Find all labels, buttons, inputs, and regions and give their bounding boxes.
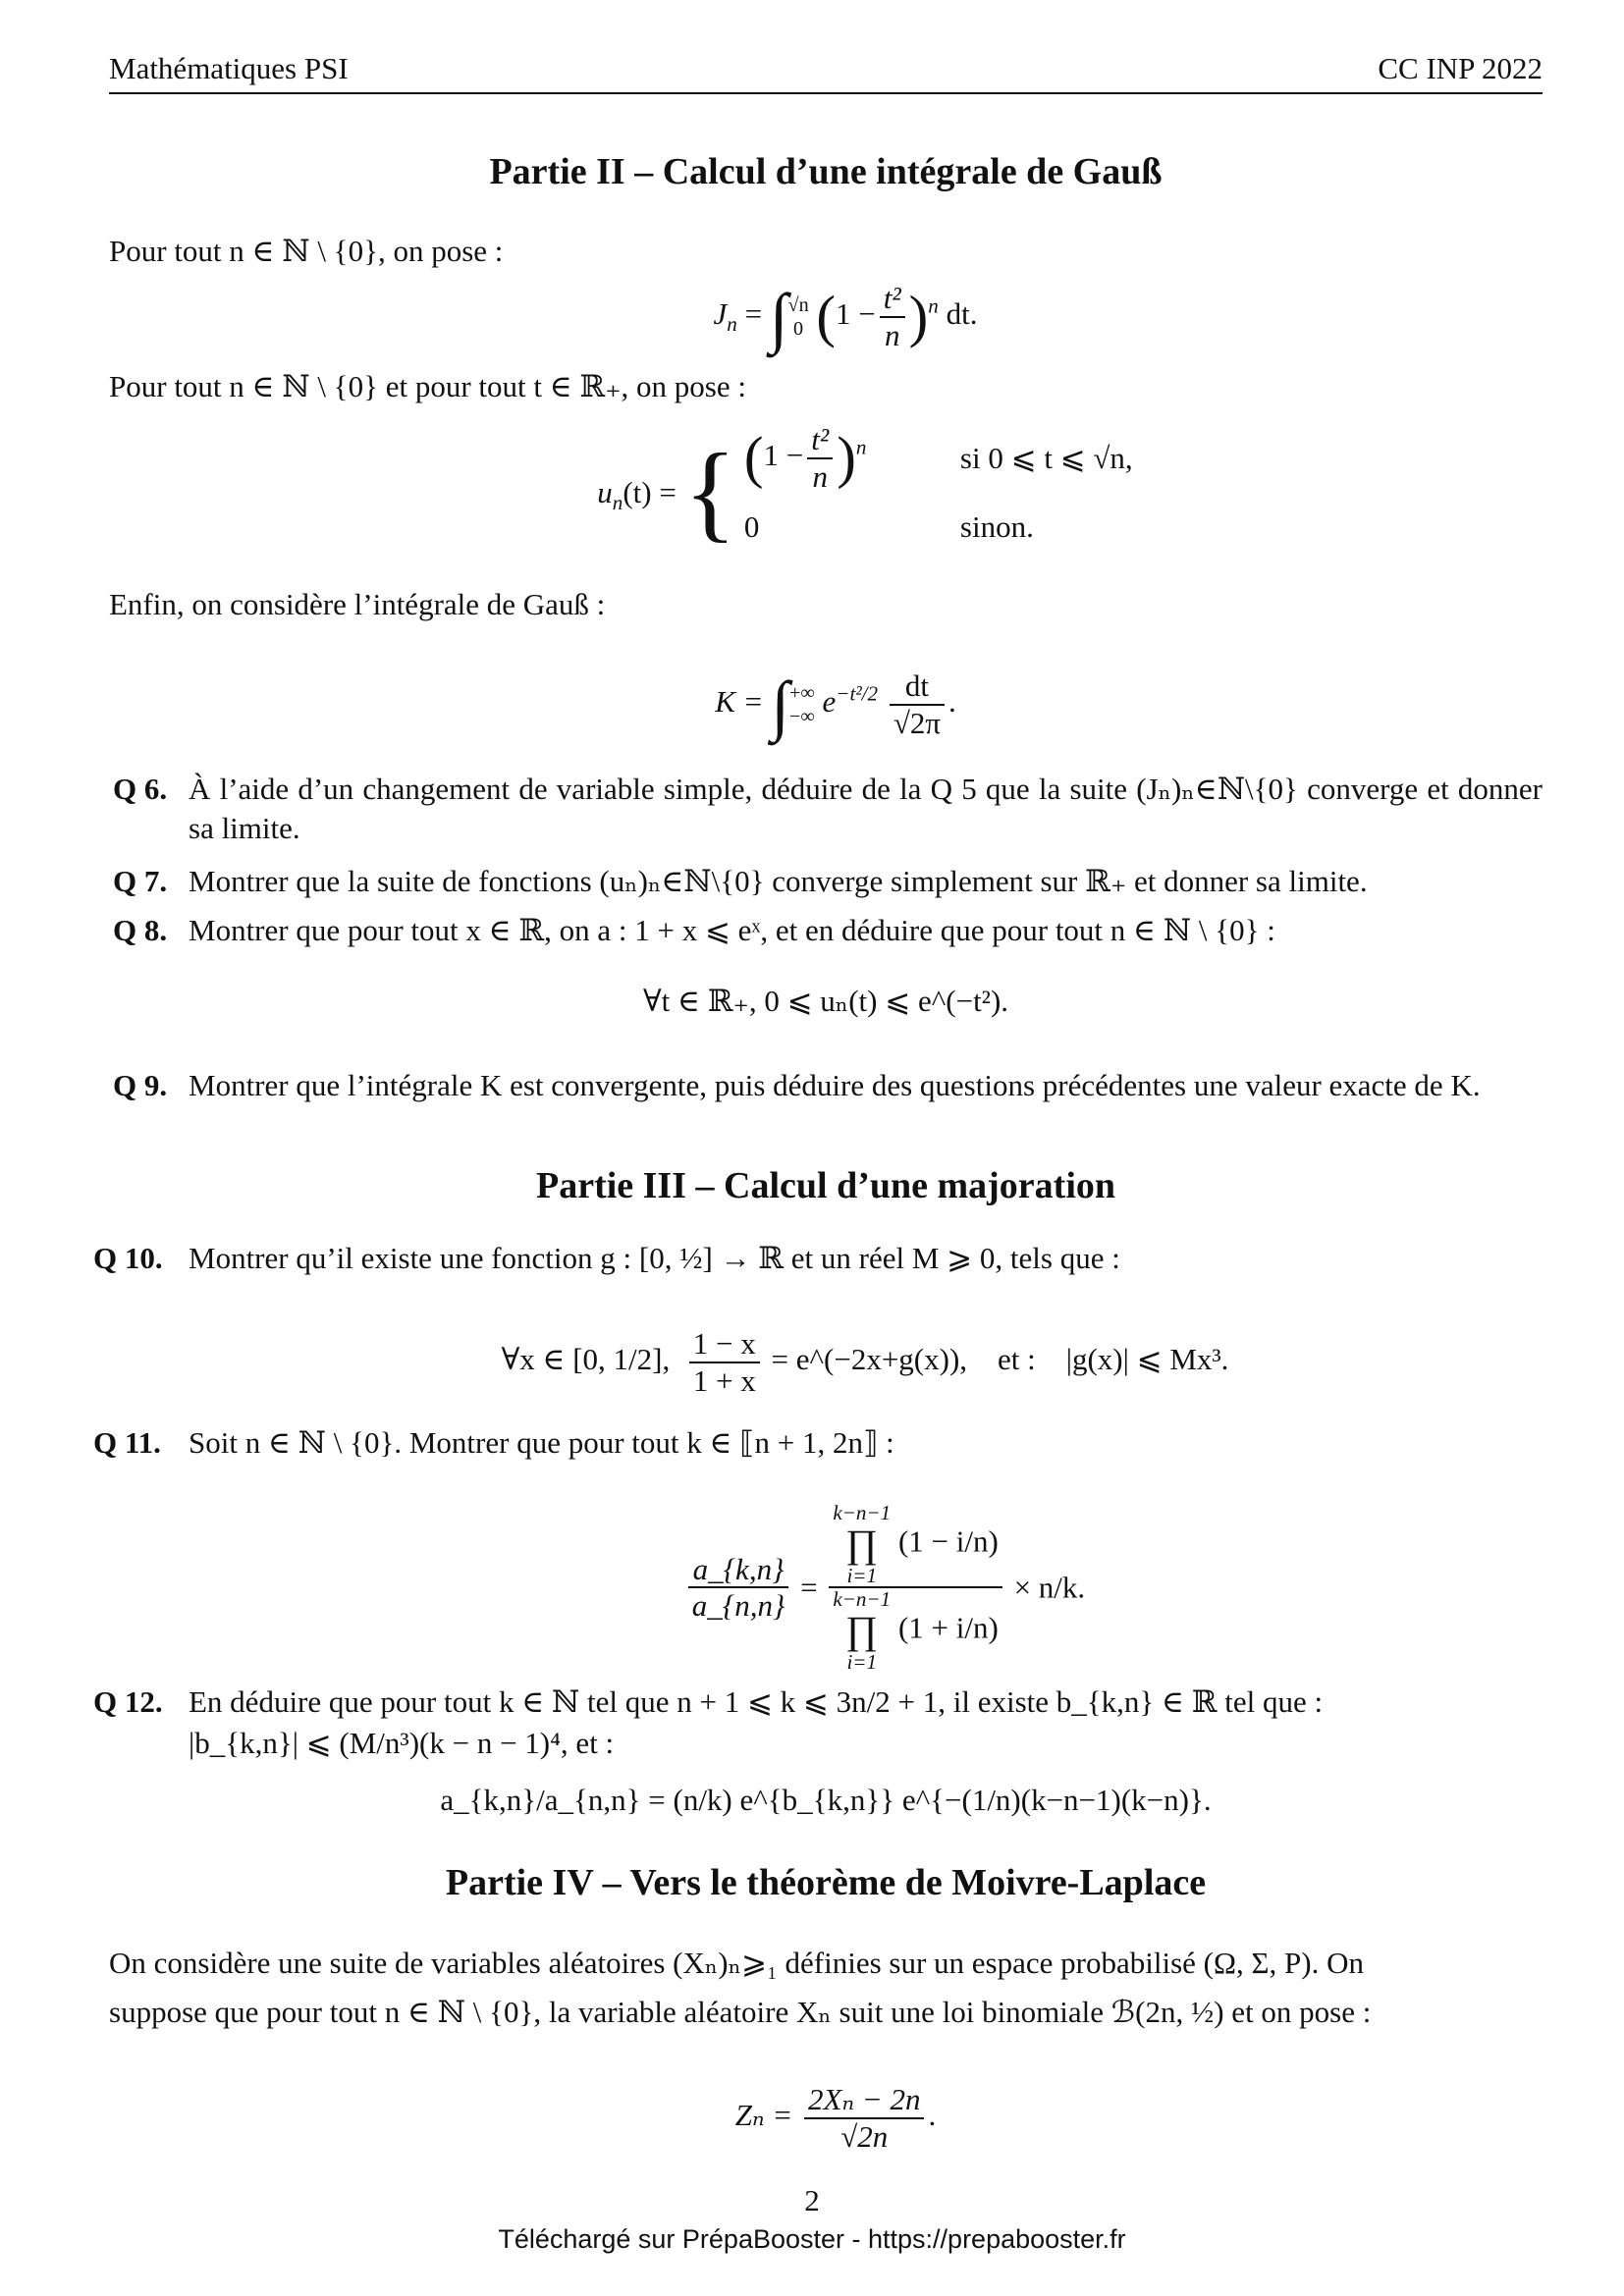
numerator: a_{k,n} xyxy=(688,1552,789,1589)
eq-term: = e^(−2x+g(x)), xyxy=(771,1342,968,1376)
left-brace: { xyxy=(683,432,737,553)
paragraph-part4-line2: suppose que pour tout n ∈ ℕ \ {0}, la variable aléatoire Xₙ suit une loi binomiale ℬ(2n, ½) et on pose : xyxy=(109,1995,1372,2029)
integral-sign: ∫ xyxy=(771,667,790,742)
header-subject: Mathématiques PSI xyxy=(109,51,349,85)
numerator: t² xyxy=(880,281,905,318)
case-row xyxy=(744,424,1133,493)
paragraph-intro-jn: Pour tout n ∈ ℕ \ {0}, on pose : xyxy=(109,234,504,268)
eq-symbol: J xyxy=(713,296,728,331)
paragraph-part4-line1: On considère une suite de variables aléatoires (Xₙ)ₙ⩾₁ définies sur un espace probabilisé (Ω, Σ, P). On xyxy=(109,1946,1364,1980)
page-number: 2 xyxy=(804,2183,820,2217)
question-text: Montrer que l’intégrale K est convergente, puis déduire des questions précédentes une valeur exacte de K. xyxy=(189,1068,1481,1102)
header-exam: CC INP 2022 xyxy=(1378,51,1543,85)
equation-q12: a_{k,n}/a_{n,n} = (n/k) e^{b_{k,n}} e^{−(1/n)(k−n−1)(k−n)}. xyxy=(440,1783,1212,1817)
eq-tail: dt. xyxy=(946,296,978,331)
eq-tail: . xyxy=(948,684,956,719)
fraction xyxy=(880,281,905,352)
equation-un xyxy=(109,424,1582,571)
eq-connector: et : xyxy=(998,1342,1036,1376)
fraction xyxy=(689,1326,760,1398)
piecewise-cases xyxy=(744,424,1133,561)
upper-limit: +∞ xyxy=(789,681,815,704)
equation-q11: $\frac{a\_\{k,n\}}{a\_\{n,n\}}$ = k−n−1 ∏ i=1 (1 − i/n) k−n−1 ∏ i=1 (1 + i/n) × n/k. xyxy=(109,1502,1601,1669)
upper-limit: √n xyxy=(787,294,809,316)
lower-limit: −∞ xyxy=(789,705,815,727)
case-value: 0 xyxy=(743,509,760,544)
case-row xyxy=(744,493,1133,561)
product-fraction xyxy=(829,1502,1002,1674)
paragraph-intro-k: Enfin, on considère l’intégrale de Gauß : xyxy=(109,587,606,621)
section-title-part2: Partie II – Calcul d’une intégrale de Gauß xyxy=(489,151,1163,192)
question-text: Soit n ∈ ℕ \ {0}. Montrer que pour tout k ∈ ⟦n + 1, 2n⟧ : xyxy=(189,1425,894,1460)
fraction xyxy=(890,668,945,740)
exponent: n xyxy=(928,294,939,318)
case-condition: si 0 ⩽ t ⩽ √n, xyxy=(959,441,1133,475)
numerator: dt xyxy=(890,668,945,706)
denominator: n xyxy=(884,317,900,352)
case-condition: sinon. xyxy=(959,509,1034,544)
question-label: Q 7. xyxy=(113,864,168,898)
fraction xyxy=(804,2082,924,2154)
integral-limits xyxy=(789,681,815,728)
question-text: Montrer que pour tout x ∈ ℝ, on a : 1 + x ⩽ eˣ, et en déduire que pour tout n ∈ ℕ \ {0} : xyxy=(189,913,1275,947)
section-title-part4: Partie IV – Vers le théorème de Moivre-Laplace xyxy=(445,1862,1207,1903)
lower-limit: 0 xyxy=(793,317,804,340)
question-text: |b_{k,n}| ⩽ (M/n³)(k − n − 1)⁴, et : xyxy=(189,1726,615,1760)
case-value: (1 − $\frac{\text{t²}}{n}$ )$^n$ xyxy=(743,422,867,494)
header-rule xyxy=(109,92,1543,94)
equation-k xyxy=(109,648,1552,756)
equation-q8: ∀t ∈ ℝ₊, 0 ⩽ uₙ(t) ⩽ e^(−t²). xyxy=(642,984,1009,1018)
numerator: 1 − x xyxy=(689,1326,760,1363)
question-text: Montrer qu’il existe une fonction g : [0, ½] → ℝ et un réel M ⩾ 0, tels que : xyxy=(189,1241,1120,1275)
denominator: k−n−1 ∏ i=1 (1 + i/n) xyxy=(833,1587,999,1675)
question-text: Montrer que la suite de fonctions (uₙ)ₙ∈ℕ\{0} converge simplement sur ℝ₊ et donner sa limite. xyxy=(189,864,1368,898)
numerator: k−n−1 ∏ i=1 (1 − i/n) xyxy=(829,1502,1002,1588)
paragraph-intro-un: Pour tout n ∈ ℕ \ {0} et pour tout t ∈ ℝ₊, on pose : xyxy=(109,369,746,403)
equation-jn: $J_n$ = ∫ √n 0 (1 − $\frac{\text{t²}}{n}$ )$^n$ dt. xyxy=(713,279,978,354)
eq-tail: . xyxy=(928,2098,937,2132)
eq-symbol: K = xyxy=(715,684,764,719)
exp-base: e xyxy=(822,684,837,719)
eq-tail: × n/k. xyxy=(1013,1570,1086,1605)
numerator: 2Xₙ − 2n xyxy=(804,2082,924,2119)
eq-quantifier: ∀x ∈ [0, 1/2], xyxy=(501,1342,671,1376)
question-label: Q 11. xyxy=(93,1425,161,1460)
question-label: Q 12. xyxy=(93,1684,163,1719)
eq-term: 1 − xyxy=(836,296,876,331)
eq-term: (t) = xyxy=(623,475,677,509)
eq-symbol: Zₙ = xyxy=(734,2098,793,2132)
paren-close: ) xyxy=(908,284,929,348)
equation-zn xyxy=(109,2071,1552,2160)
question-text: À l’aide d’un changement de variable simple, déduire de la Q 5 que la suite (Jₙ)ₙ∈ℕ\{0} converge et donner sa limite. xyxy=(189,772,1543,845)
section-title-part3: Partie III – Calcul d’une majoration xyxy=(535,1165,1116,1206)
eq-symbol: u xyxy=(597,475,613,509)
exponent: −t²/2 xyxy=(836,681,879,706)
download-notice: Téléchargé sur PrépaBooster - https://prepabooster.fr xyxy=(498,2224,1126,2254)
question-label: Q 10. xyxy=(93,1241,163,1275)
question-text: En déduire que pour tout k ∈ ℕ tel que n + 1 ⩽ k ⩽ 3n/2 + 1, il existe b_{k,n} ∈ ℝ tel que : xyxy=(189,1684,1324,1719)
equation-q10 xyxy=(109,1315,1582,1404)
denominator: √2n xyxy=(840,2118,889,2154)
denominator: 1 + x xyxy=(692,1362,756,1398)
eq-bound: |g(x)| ⩽ Mx³. xyxy=(1065,1342,1229,1376)
integral-limits xyxy=(788,294,809,341)
question-label: Q 9. xyxy=(113,1068,168,1102)
integral-sign: ∫ xyxy=(769,279,788,354)
fraction xyxy=(688,1552,789,1624)
eq-subscript: n xyxy=(727,312,737,337)
denominator: √2π xyxy=(893,705,941,740)
paren-open: ( xyxy=(816,284,837,348)
eq-subscript: n xyxy=(612,491,623,515)
denominator: a_{n,n} xyxy=(691,1588,785,1624)
question-label: Q 6. xyxy=(113,772,168,806)
question-label: Q 8. xyxy=(113,913,168,947)
